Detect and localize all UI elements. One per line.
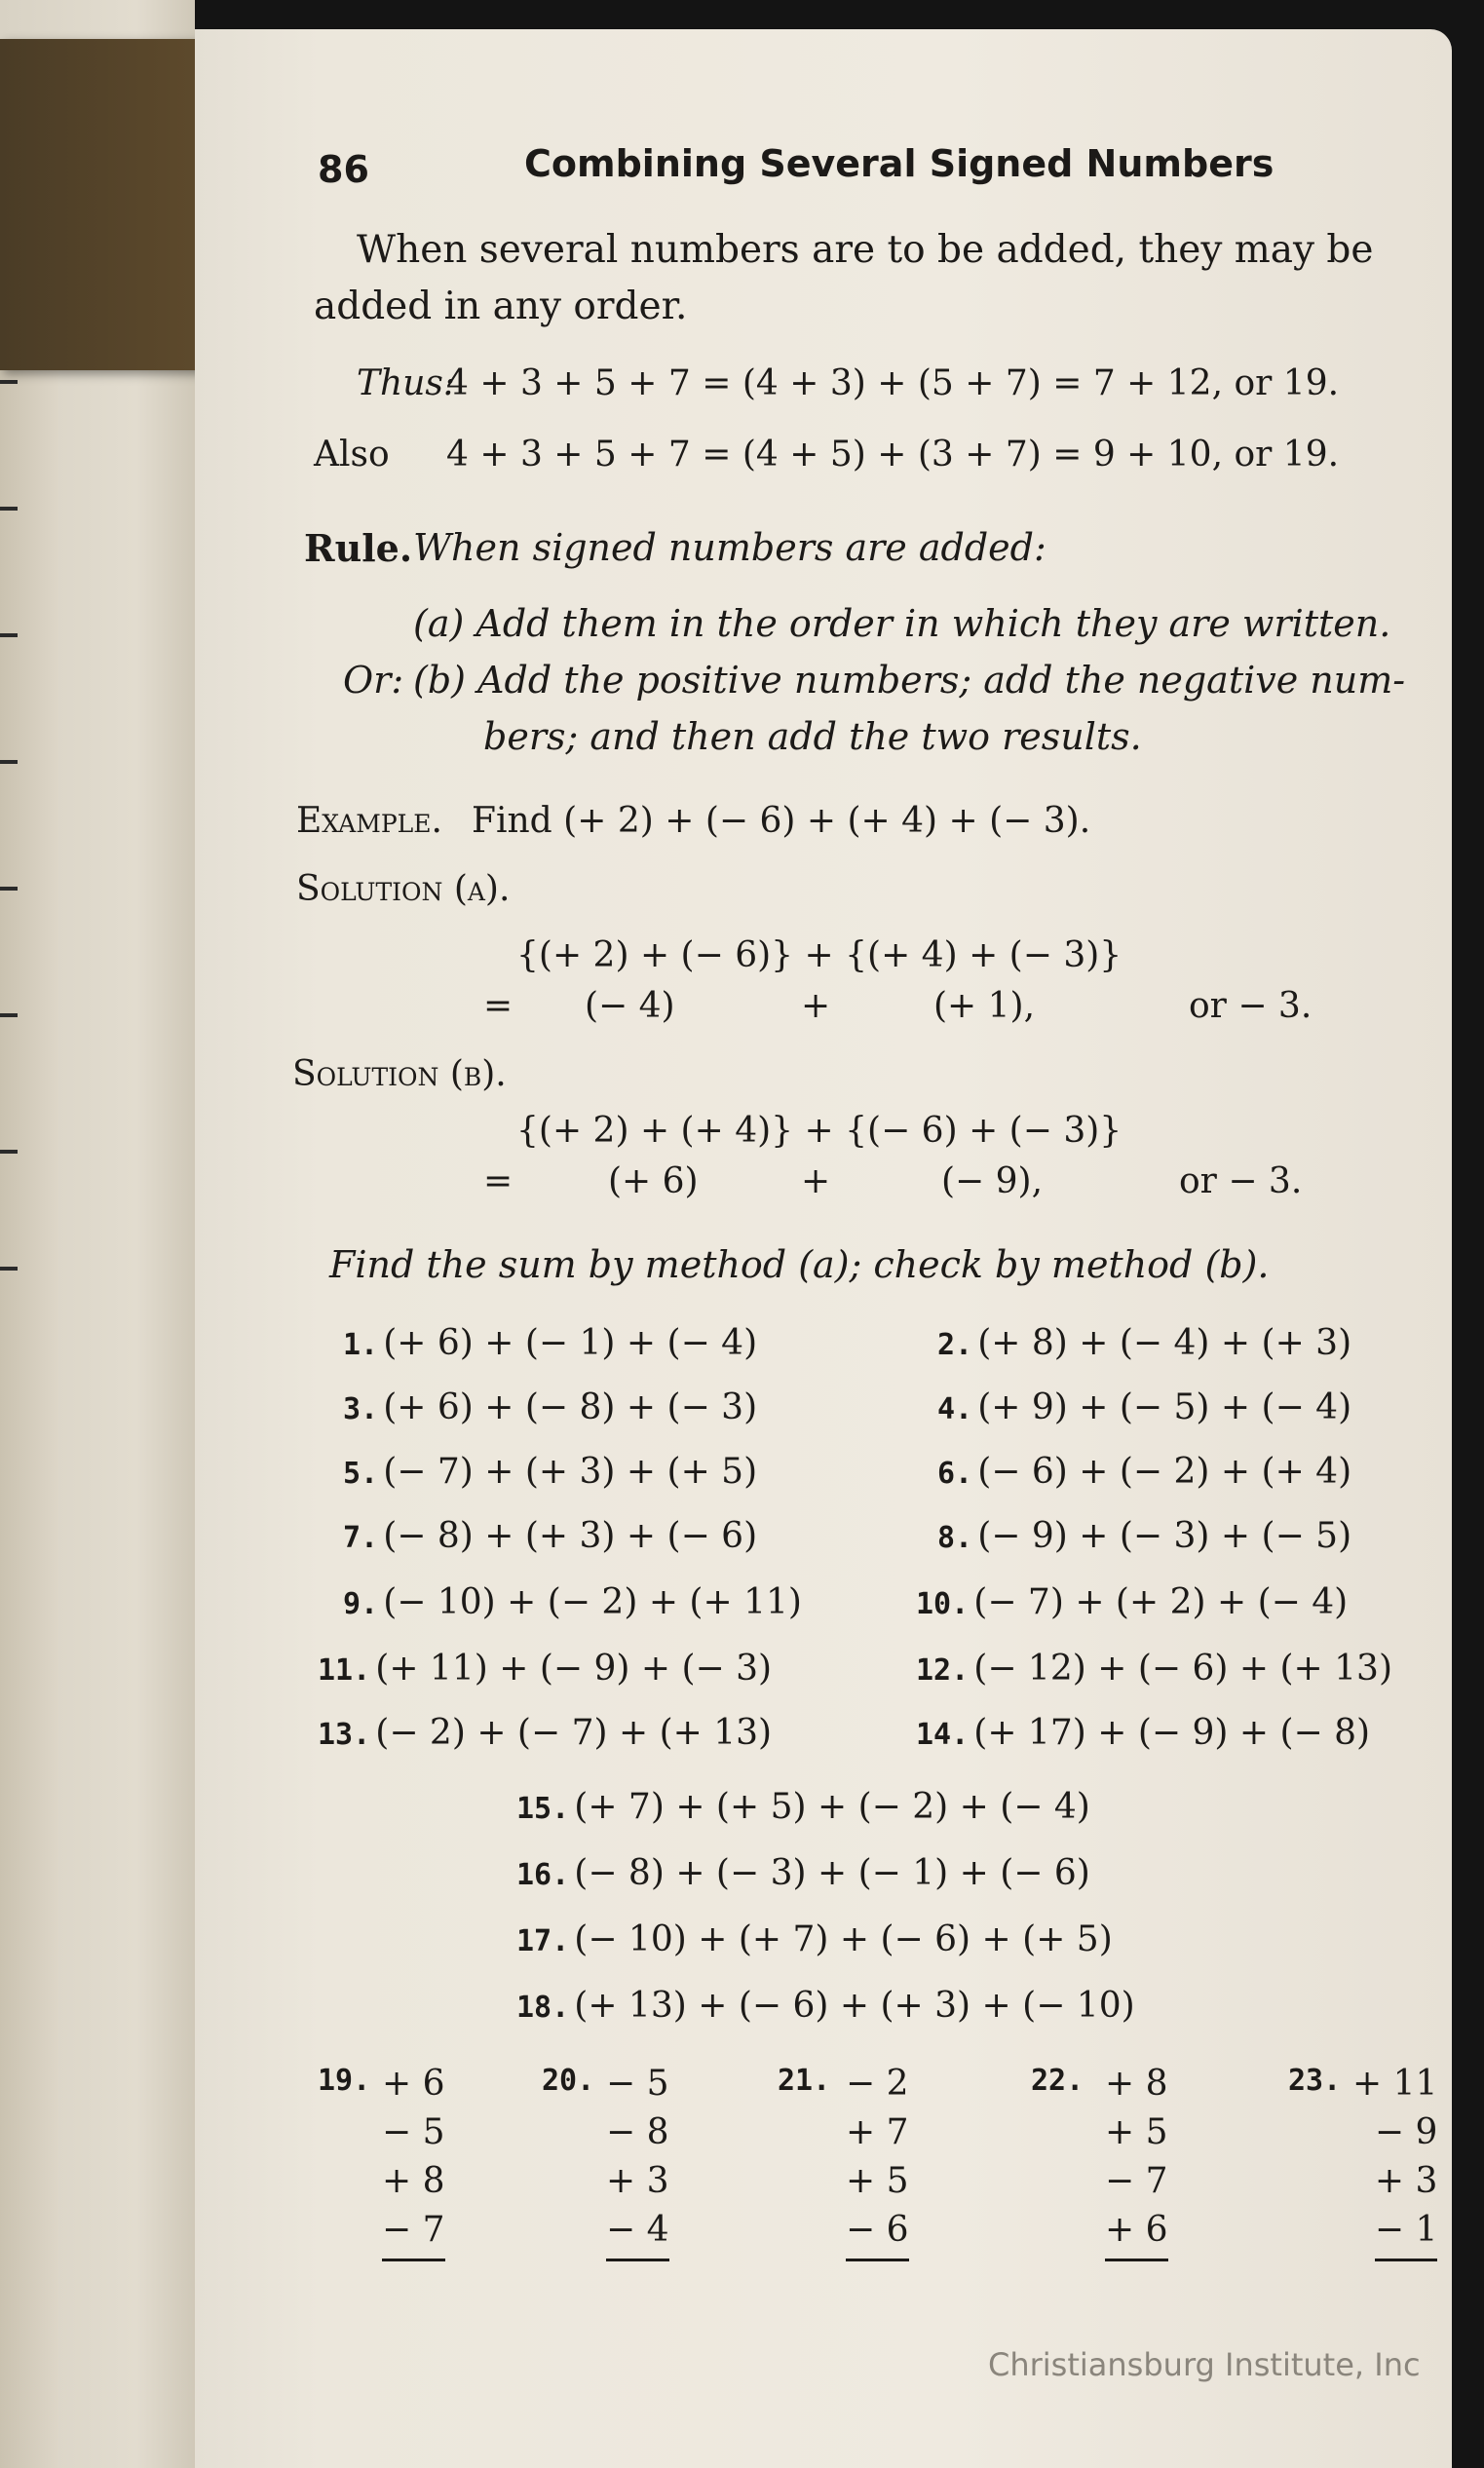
rule-or-label: Or: — [343, 659, 404, 702]
column-value: − 5 — [606, 2064, 669, 2104]
rule-part-b-line-2: bers; and then add the two results. — [483, 715, 1142, 758]
column-value: + 8 — [1105, 2064, 1168, 2104]
column-value: + 7 — [846, 2112, 909, 2152]
column-value: − 7 — [382, 2206, 445, 2261]
column-problem — [1031, 2064, 1084, 2098]
column-problem-values — [1352, 2060, 1437, 2261]
problem-item — [516, 1787, 1090, 1827]
column-problem-values — [846, 2060, 909, 2261]
problem-number: 6. — [937, 1457, 973, 1491]
problem-expression: (+ 6) + (− 8) + (− 3) — [383, 1387, 758, 1427]
exercise-instructions: Find the sum by method (a); check by method (b). — [329, 1243, 1270, 1286]
column-value: − 8 — [606, 2112, 669, 2152]
problem-number: 11. — [318, 1653, 371, 1688]
thus-label: Thus: — [357, 363, 455, 403]
column-problem — [318, 2064, 370, 2098]
column-value: + 5 — [1105, 2112, 1168, 2152]
problem-expression: (+ 11) + (− 9) + (− 3) — [375, 1649, 773, 1689]
solution-b-equals: = — [483, 1161, 514, 1201]
solution-a-label: Solution (a). — [296, 869, 511, 909]
also-label: Also — [314, 435, 390, 475]
edge-strip — [0, 292, 58, 2468]
rule-part-b-line-1: (b) Add the positive numbers; add the negative num- — [413, 659, 1406, 702]
solution-a-part-2: (+ 1), — [933, 986, 1036, 1026]
intro-line-2: added in any order. — [314, 285, 688, 328]
column-value: + 3 — [1374, 2161, 1438, 2201]
column-problem-values — [1105, 2060, 1168, 2261]
example-label: Example. — [296, 801, 442, 841]
solution-b-part-1: (+ 6) — [608, 1161, 699, 1201]
problem-number: 15. — [516, 1792, 570, 1826]
problem-expression: (− 8) + (− 3) + (− 1) + (− 6) — [574, 1853, 1090, 1893]
edge-tick — [0, 633, 18, 637]
problem-expression: (+ 7) + (+ 5) + (− 2) + (− 4) — [574, 1787, 1090, 1827]
problem-expression: (− 7) + (+ 3) + (+ 5) — [383, 1452, 758, 1492]
problem-expression: (+ 9) + (− 5) + (− 4) — [977, 1387, 1352, 1427]
problem-number: 17. — [516, 1924, 570, 1958]
thus-expression: 4 + 3 + 5 + 7 = (4 + 3) + (5 + 7) = 7 + 12, or 19. — [446, 363, 1340, 403]
problem-expression: (+ 17) + (− 9) + (− 8) — [973, 1713, 1371, 1753]
column-value: + 6 — [382, 2064, 445, 2104]
intro-line-1: When several numbers are to be added, they may be — [357, 228, 1374, 272]
problem-number: 2. — [937, 1328, 973, 1362]
solution-a-plus: + — [801, 986, 831, 1026]
problem-expression: (− 9) + (− 3) + (− 5) — [977, 1516, 1352, 1556]
solution-b-part-2: (− 9), — [941, 1161, 1044, 1201]
solution-b-label: Solution (b). — [292, 1054, 507, 1094]
column-value: + 6 — [1105, 2206, 1168, 2261]
column-value: − 4 — [606, 2206, 669, 2261]
problem-item — [516, 1853, 1090, 1893]
problem-item — [318, 1649, 772, 1689]
edge-tick — [0, 1013, 18, 1017]
example-text: Find (+ 2) + (− 6) + (+ 4) + (− 3). — [472, 801, 1091, 841]
column-problem-number: 23. — [1288, 2064, 1342, 2098]
edge-tick — [0, 507, 18, 511]
edge-tick — [0, 760, 18, 764]
rule-part-a: (a) Add them in the order in which they are written. — [413, 602, 1391, 645]
page-number: 86 — [318, 148, 369, 191]
solution-a-equals: = — [483, 986, 514, 1026]
problem-expression: (− 12) + (− 6) + (+ 13) — [973, 1649, 1392, 1689]
problem-number: 7. — [343, 1521, 379, 1555]
problem-item — [937, 1452, 1351, 1492]
problem-number: 3. — [343, 1392, 379, 1426]
also-expression: 4 + 3 + 5 + 7 = (4 + 5) + (3 + 7) = 9 + 10, or 19. — [446, 435, 1340, 475]
problem-number: 16. — [516, 1858, 570, 1892]
column-problem-number: 20. — [542, 2064, 595, 2098]
problem-expression: (− 2) + (− 7) + (+ 13) — [375, 1713, 773, 1753]
column-problem-number: 22. — [1031, 2064, 1084, 2098]
problem-expression: (+ 6) + (− 1) + (− 4) — [383, 1323, 758, 1363]
solution-b-line-1: {(+ 2) + (+ 4)} + {(− 6) + (− 3)} — [516, 1111, 1123, 1151]
problem-number: 18. — [516, 1991, 570, 2025]
problem-expression: (− 7) + (+ 2) + (− 4) — [973, 1582, 1349, 1622]
problem-expression: (− 10) + (− 2) + (+ 11) — [383, 1582, 802, 1622]
column-problem-number: 19. — [318, 2064, 371, 2098]
problem-item — [916, 1713, 1370, 1753]
edge-tick — [0, 887, 18, 891]
watermark-text: Christiansburg Institute, Inc — [988, 2346, 1421, 2383]
problem-item — [937, 1387, 1351, 1427]
problem-number: 5. — [343, 1457, 379, 1491]
problem-expression: (+ 8) + (− 4) + (+ 3) — [977, 1323, 1352, 1363]
column-problem — [778, 2064, 830, 2098]
problem-item — [937, 1323, 1351, 1363]
column-problem — [542, 2064, 594, 2098]
solution-a-part-1: (− 4) — [585, 986, 675, 1026]
column-value: − 6 — [846, 2206, 909, 2261]
problem-number: 14. — [916, 1718, 970, 1752]
problem-number: 12. — [916, 1653, 970, 1688]
solution-b-result: or − 3. — [1179, 1161, 1303, 1201]
problem-item — [343, 1582, 802, 1622]
edge-tick — [0, 380, 18, 384]
column-value: + 5 — [846, 2161, 909, 2201]
page-title: Combining Several Signed Numbers — [524, 142, 1275, 185]
column-value: − 2 — [846, 2064, 909, 2104]
problem-expression: (− 10) + (+ 7) + (− 6) + (+ 5) — [574, 1919, 1113, 1959]
column-value: + 8 — [382, 2161, 445, 2201]
problem-item — [343, 1452, 757, 1492]
rule-label: Rule. — [304, 526, 413, 570]
problem-item — [937, 1516, 1351, 1556]
problem-expression: (− 6) + (− 2) + (+ 4) — [977, 1452, 1352, 1492]
column-problem — [1288, 2064, 1341, 2098]
column-problem-values — [606, 2060, 669, 2261]
problem-expression: (− 8) + (+ 3) + (− 6) — [383, 1516, 758, 1556]
problem-item — [343, 1516, 757, 1556]
problem-item — [916, 1649, 1392, 1689]
problem-item — [318, 1713, 772, 1753]
edge-tick — [0, 1150, 18, 1154]
column-problem-number: 21. — [778, 2064, 831, 2098]
column-value: − 7 — [1105, 2161, 1168, 2201]
column-value: + 3 — [606, 2161, 669, 2201]
column-value: + 11 — [1352, 2064, 1438, 2104]
problem-number: 4. — [937, 1392, 973, 1426]
problem-item — [916, 1582, 1348, 1622]
solution-a-line-1: {(+ 2) + (− 6)} + {(+ 4) + (− 3)} — [516, 935, 1123, 975]
column-problem-values — [382, 2060, 445, 2261]
problem-item — [343, 1323, 757, 1363]
problem-item — [516, 1986, 1135, 2026]
edge-tick — [0, 1267, 18, 1271]
solution-a-result: or − 3. — [1189, 986, 1313, 1026]
problem-number: 10. — [916, 1587, 970, 1621]
column-value: − 1 — [1375, 2206, 1438, 2261]
column-value: − 5 — [382, 2112, 445, 2152]
problem-number: 1. — [343, 1328, 379, 1362]
problem-item — [343, 1387, 757, 1427]
problem-item — [516, 1919, 1113, 1959]
solution-b-plus: + — [801, 1161, 831, 1201]
problem-number: 9. — [343, 1587, 379, 1621]
problem-number: 8. — [937, 1521, 973, 1555]
rule-text: When signed numbers are added: — [413, 526, 1046, 569]
problem-number: 13. — [318, 1718, 371, 1752]
column-value: − 9 — [1374, 2112, 1438, 2152]
problem-expression: (+ 13) + (− 6) + (+ 3) + (− 10) — [574, 1986, 1135, 2026]
